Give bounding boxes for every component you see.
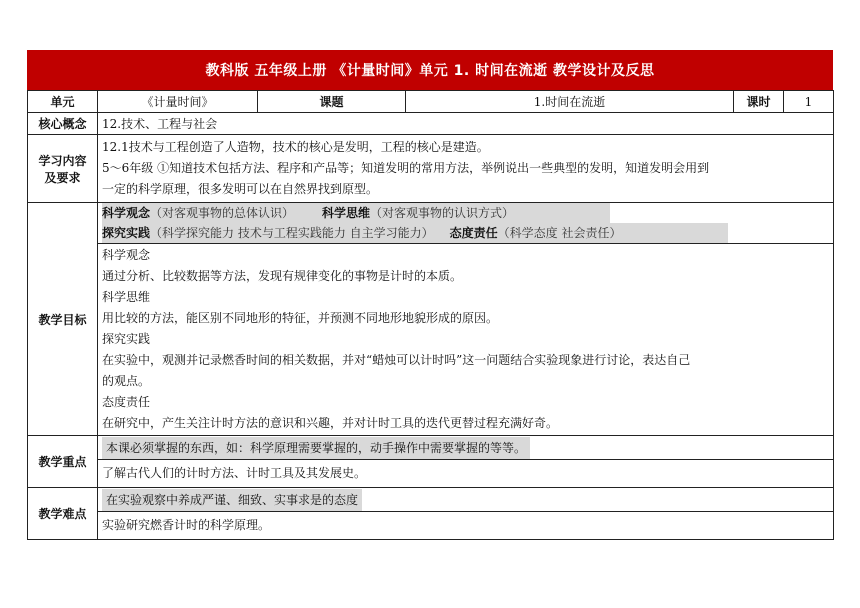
lesson-plan-table xyxy=(27,90,834,540)
difficulties-note: 在实验观察中养成严谨、细致、实事求是的态度 xyxy=(102,489,362,511)
objective-s3-text1: 在实验中，观测并记录燃香时间的相关数据，并对“蜡烛可以计时吗”这一问题结合实验现象进行讨论，表达自己 xyxy=(102,353,691,367)
core-concept-row xyxy=(28,113,834,135)
key-points-note-wrap xyxy=(98,437,833,459)
objectives-details xyxy=(98,243,833,435)
tag-scientific-thinking: 科学思维 xyxy=(322,206,371,220)
objective-s4-title: 态度责任 xyxy=(102,395,151,409)
unit-label: 单元 xyxy=(28,91,98,113)
key-points-note: 本课必须掌握的东西，如：科学原理需要掌握的，动手操作中需要掌握的等等。 xyxy=(102,437,530,459)
tag-inquiry-practice-desc: （科学探究能力 技术与工程实践能力 自主学习能力） xyxy=(150,226,434,240)
topic-value: 1.时间在流逝 xyxy=(406,91,734,113)
requirements-content xyxy=(98,135,834,203)
difficulties-note-wrap xyxy=(98,489,833,511)
page-title: 教科版 五年级上册 《计量时间》单元 1. 时间在流逝 教学设计及反思 xyxy=(27,50,833,90)
difficulties-text: 实验研究燃香计时的科学原理。 xyxy=(98,511,833,538)
lesson-plan-sheet xyxy=(27,50,833,540)
tag-attitude-responsibility-desc: （科学态度 社会责任） xyxy=(497,226,622,240)
tag-scientific-thinking-desc: （对客观事物的认识方式） xyxy=(370,206,515,220)
difficulties-label: 教学难点 xyxy=(28,488,98,540)
requirements-row xyxy=(28,135,834,203)
objectives-label: 教学目标 xyxy=(28,203,98,436)
objectives-row xyxy=(28,203,834,436)
tag-scientific-concept: 科学观念 xyxy=(102,206,151,220)
requirements-line2: 5～6年级 ①知道技术包括方法、程序和产品等；知道发明的常用方法，举例说出一些典型的发明，知道发明会用到 xyxy=(102,161,710,175)
tag-attitude-responsibility: 态度责任 xyxy=(449,226,498,240)
requirements-line3: 一定的科学原理，很多发明可以在自然界找到原型。 xyxy=(102,182,379,196)
objectives-tags xyxy=(98,203,833,243)
requirements-label-line2: 及要求 xyxy=(44,170,81,185)
tag-scientific-concept-desc: （对客观事物的总体认识） xyxy=(150,206,295,220)
topic-label: 课题 xyxy=(258,91,406,113)
info-row xyxy=(28,91,834,113)
objectives-tags-line1 xyxy=(102,203,610,223)
requirements-line1: 12.1技术与工程创造了人造物，技术的核心是发明，工程的核心是建造。 xyxy=(102,140,489,154)
hours-label: 课时 xyxy=(734,91,784,113)
tag-inquiry-practice: 探究实践 xyxy=(102,226,151,240)
hours-value: 1 xyxy=(784,91,834,113)
objective-s4-text: 在研究中，产生关注计时方法的意识和兴趣，并对计时工具的迭代更替过程充满好奇。 xyxy=(102,416,559,430)
key-points-text: 了解古代人们的计时方法、计时工具及其发展史。 xyxy=(98,459,833,486)
difficulties-row xyxy=(28,488,834,540)
objective-s2-text: 用比较的方法，能区别不同地形的特征，并预测不同地形地貌形成的原因。 xyxy=(102,311,499,325)
unit-value: 《计量时间》 xyxy=(98,91,258,113)
requirements-label xyxy=(28,135,98,203)
key-points-content xyxy=(98,436,834,488)
objective-s3-title: 探究实践 xyxy=(102,332,151,346)
core-concept-label: 核心概念 xyxy=(28,113,98,135)
objective-s3-text2: 的观点。 xyxy=(102,374,151,388)
objective-s2-title: 科学思维 xyxy=(102,290,151,304)
key-points-label: 教学重点 xyxy=(28,436,98,488)
key-points-row xyxy=(28,436,834,488)
core-concept-value: 12.技术、工程与社会 xyxy=(98,113,834,135)
difficulties-content xyxy=(98,488,834,540)
requirements-label-line1: 学习内容 xyxy=(38,153,87,168)
objective-s1-title: 科学观念 xyxy=(102,248,151,262)
objective-s1-text: 通过分析、比较数据等方法，发现有规律变化的事物是计时的本质。 xyxy=(102,269,463,283)
objectives-content xyxy=(98,203,834,436)
objectives-tags-line2 xyxy=(102,223,728,243)
